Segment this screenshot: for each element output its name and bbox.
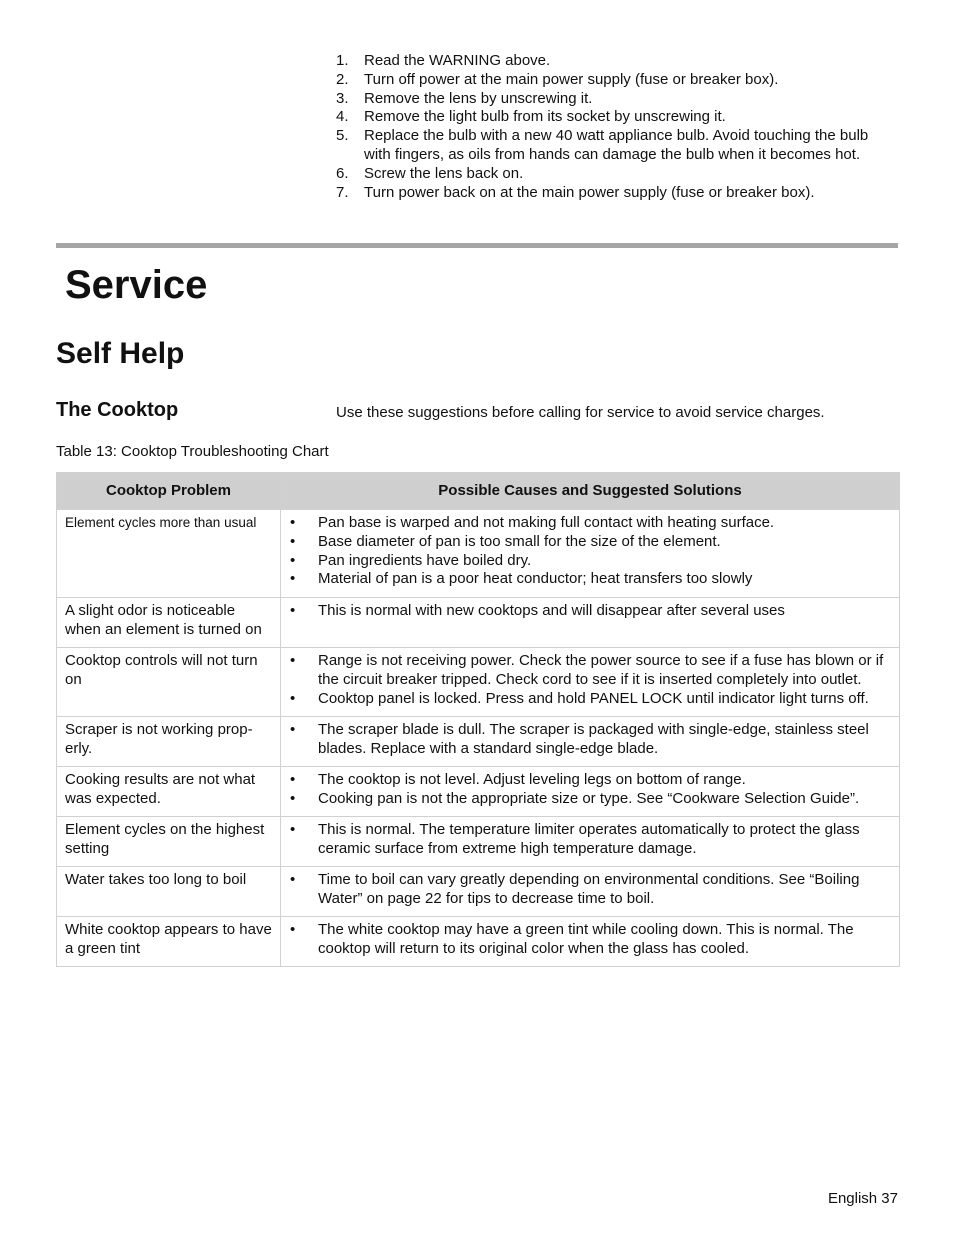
solutions-cell — [281, 598, 900, 648]
step-item — [336, 127, 896, 165]
bullet-icon: • — [290, 652, 296, 669]
problem-cell: Water takes too long to boil — [57, 867, 281, 917]
solution-text: Cooking pan is not the appropriate size or type. See “Cookware Selection Guide”. — [318, 789, 860, 807]
solutions-list — [289, 921, 891, 959]
step-item — [336, 71, 896, 90]
step-number: 7. — [336, 183, 349, 201]
solutions-list — [289, 514, 891, 589]
solution-text: Base diameter of pan is too small for the size of the element. — [318, 532, 721, 550]
bullet-icon: • — [290, 689, 296, 707]
bullet-icon: • — [290, 821, 296, 838]
section-title: Service — [65, 263, 208, 307]
bulb-replacement-steps — [336, 52, 896, 202]
table-row — [57, 917, 900, 967]
solution-item — [289, 602, 891, 621]
topic-title: The Cooktop — [56, 399, 179, 421]
table-row — [57, 817, 900, 867]
table-row — [57, 648, 900, 717]
solution-item — [289, 570, 891, 589]
problem-cell: Cooking results are not what was expected. — [57, 767, 281, 817]
solutions-list — [289, 771, 891, 809]
solutions-list — [289, 871, 891, 909]
solutions-list — [289, 721, 891, 759]
problem-cell: Scraper is not working prop-erly. — [57, 717, 281, 767]
bullet-icon: • — [290, 921, 296, 938]
solution-item — [289, 821, 891, 859]
solutions-cell — [281, 510, 900, 598]
solution-text: Time to boil can vary greatly depending on environmental conditions. See “Boiling Water” on page 22 for tips to decrease time to boil. — [318, 871, 860, 907]
step-text: Remove the lens by unscrewing it. — [364, 89, 593, 107]
solution-text: The cooktop is not level. Adjust leveling legs on bottom of range. — [318, 771, 746, 788]
page-footer: English 37 — [827, 1190, 898, 1207]
solution-text: Pan base is warped and not making full contact with heating surface. — [318, 514, 775, 531]
problem-cell: Cooktop controls will not turn on — [57, 648, 281, 717]
table-row — [57, 767, 900, 817]
solution-item — [289, 533, 891, 552]
solution-item — [289, 921, 891, 959]
solution-item — [289, 771, 891, 790]
problem-cell: Element cycles on the highest setting — [57, 817, 281, 867]
intro-text: Use these suggestions before calling for service to avoid service charges. — [336, 404, 825, 421]
solutions-cell — [281, 817, 900, 867]
solutions-cell — [281, 767, 900, 817]
solution-item — [289, 871, 891, 909]
column-header-solutions: Possible Causes and Suggested Solutions — [281, 473, 900, 510]
table-row — [57, 510, 900, 598]
bullet-icon: • — [290, 570, 296, 588]
solution-text: Range is not receiving power. Check the power source to see if a fuse has blown or if the circuit breaker tripped. Check cord to see if it is inserted completely into outlet. — [318, 652, 884, 688]
solutions-cell — [281, 867, 900, 917]
solution-text: Cooktop panel is locked. Press and hold PANEL LOCK until indicator light turns off. — [318, 689, 869, 707]
subsection-title: Self Help — [56, 337, 185, 370]
step-number: 4. — [336, 108, 349, 126]
step-item — [336, 184, 896, 203]
bullet-icon: • — [290, 551, 296, 569]
table-caption: Table 13: Cooktop Troubleshooting Chart — [56, 443, 329, 460]
solution-item — [289, 652, 891, 690]
solution-item — [289, 721, 891, 759]
problem-cell: White cooktop appears to have a green tint — [57, 917, 281, 967]
step-number: 5. — [336, 127, 349, 145]
step-text: Read the WARNING above. — [364, 52, 551, 69]
bullet-icon: • — [290, 602, 296, 619]
step-text: Remove the light bulb from its socket by unscrewing it. — [364, 108, 726, 126]
table-header-row — [57, 473, 900, 510]
bullet-icon: • — [290, 771, 296, 788]
solution-text: Material of pan is a poor heat conductor; heat transfers too slowly — [318, 570, 753, 588]
step-number: 6. — [336, 164, 349, 182]
solutions-cell — [281, 917, 900, 967]
step-item — [336, 108, 896, 127]
solution-item — [289, 790, 891, 809]
solution-item — [289, 690, 891, 709]
solution-text: This is normal with new cooktops and will disappear after several uses — [318, 602, 785, 619]
step-text: Turn power back on at the main power supply (fuse or breaker box). — [364, 183, 815, 201]
step-number: 2. — [336, 70, 349, 88]
bullet-icon: • — [290, 532, 296, 550]
solutions-list — [289, 602, 891, 621]
bullet-icon: • — [290, 871, 296, 888]
table-row — [57, 598, 900, 648]
bullet-icon: • — [290, 789, 296, 807]
section-divider — [56, 243, 898, 248]
table-row — [57, 867, 900, 917]
column-header-problem: Cooktop Problem — [57, 473, 281, 510]
solutions-list — [289, 821, 891, 859]
problem-cell: Element cycles more than usual — [57, 510, 281, 598]
troubleshooting-table — [56, 472, 900, 967]
solution-text: The scraper blade is dull. The scraper is packaged with single-edge, stainless steel blades. Replace with a standard single-edge blade. — [318, 721, 869, 757]
step-text: Turn off power at the main power supply (fuse or breaker box). — [364, 70, 779, 88]
step-number: 3. — [336, 89, 349, 107]
step-item — [336, 165, 896, 184]
step-text: Screw the lens back on. — [364, 164, 524, 182]
step-text: Replace the bulb with a new 40 watt appliance bulb. Avoid touching the bulb with fingers, as oils from hands can damage the bulb when it becomes hot. — [364, 127, 869, 163]
step-number: 1. — [336, 52, 349, 69]
problem-cell: A slight odor is noticeable when an element is turned on — [57, 598, 281, 648]
solution-text: Pan ingredients have boiled dry. — [318, 551, 532, 569]
solution-text: The white cooktop may have a green tint while cooling down. This is normal. The cooktop will return to its original color when the glass has cooled. — [318, 921, 854, 957]
solutions-cell — [281, 648, 900, 717]
table-row — [57, 717, 900, 767]
solution-item — [289, 514, 891, 533]
step-item — [336, 90, 896, 109]
bullet-icon: • — [290, 721, 296, 738]
step-item — [336, 52, 896, 71]
bullet-icon: • — [290, 514, 296, 531]
solution-text: This is normal. The temperature limiter operates automatically to protect the glass ceramic surface from extreme high temperature damage. — [318, 821, 860, 857]
solution-item — [289, 552, 891, 571]
solutions-list — [289, 652, 891, 708]
solutions-cell — [281, 717, 900, 767]
